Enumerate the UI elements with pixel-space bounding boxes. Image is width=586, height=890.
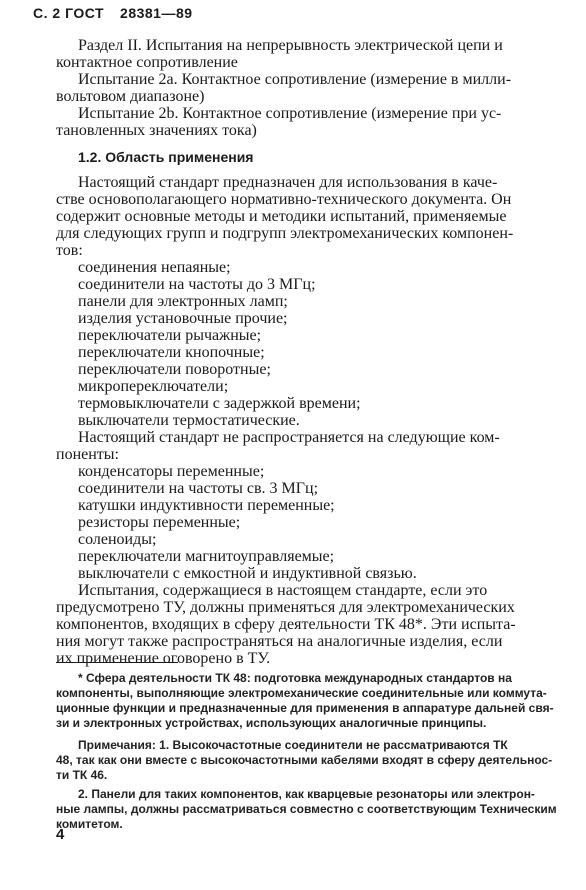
- footnote-line: компоненты, выполняющие электромеханические соединительные или коммута-: [56, 686, 547, 700]
- footnote-separator: [56, 662, 178, 663]
- list-item: соединения непаяные;: [78, 259, 231, 276]
- list-item: переключатели поворотные;: [78, 361, 271, 378]
- body-line: Испытание 2b. Контактное сопротивление (измерение при ус-: [78, 105, 502, 122]
- body-line: Раздел II. Испытания на непрерывность электрической цепи и: [78, 37, 503, 54]
- footnote-line: ционные функции и предназначенные для применения в аппаратуре дальней свя-: [56, 701, 554, 715]
- note-line: 48, так как они вместе с высокочастотными кабелями входят в сферу деятельнос-: [56, 753, 553, 767]
- footnote-line: зи и электронных устройствах, использующих аналогичные принципы.: [56, 716, 487, 730]
- list-item: выключатели термостатические.: [78, 412, 300, 429]
- footnote-line: * Сфера деятельности ТК 48: подготовка международных стандартов на: [78, 671, 512, 685]
- list-item: панели для электронных ламп;: [78, 293, 288, 310]
- header-standard-number: 28381—89: [120, 5, 193, 21]
- list-item: переключатели магнитоуправляемые;: [78, 548, 335, 565]
- page-number: 4: [56, 826, 65, 843]
- body-line: компонентов, входящих в сферу деятельности ТК 48*. Эти испыта-: [56, 616, 516, 633]
- note-line: Примечания: 1. Высокочастотные соединители не рассматриваются ТК: [78, 738, 508, 752]
- note-line: ти ТК 46.: [56, 768, 108, 782]
- body-line: ния могут также распространяться на аналогичные изделия, если: [56, 633, 503, 650]
- list-item: соленоиды;: [78, 531, 157, 548]
- list-item: изделия установочные прочие;: [78, 310, 288, 327]
- body-line: предусмотрено ТУ, должны применяться для электромеханических: [56, 599, 515, 616]
- body-line: тов:: [56, 242, 83, 259]
- note-line: ные лампы, должны рассматриваться совместно с соответствующим Техническим: [56, 802, 557, 816]
- body-line: Настоящий стандарт предназначен для использования в каче-: [78, 174, 498, 191]
- list-item: переключатели рычажные;: [78, 327, 262, 344]
- body-line: для следующих групп и подгрупп электромеханических компонен-: [56, 225, 514, 242]
- list-item: термовыключатели с задержкой времени;: [78, 395, 361, 412]
- body-line: Испытание 2а. Контактное сопротивление (измерение в милли-: [78, 71, 512, 88]
- page-header: [33, 5, 193, 21]
- body-line: их применение оговорено в ТУ.: [56, 650, 271, 667]
- body-line: стве основополагающего нормативно-технического документа. Он: [56, 191, 512, 208]
- list-item: катушки индуктивности переменные;: [78, 497, 335, 514]
- body-line: тановленных значениях тока): [56, 122, 257, 139]
- list-item: резисторы переменные;: [78, 514, 241, 531]
- list-item: соединители на частоты св. 3 МГц;: [78, 480, 319, 497]
- note-line: 2. Панели для таких компонентов, как кварцевые резонаторы или электрон-: [78, 787, 535, 801]
- body-line: Настоящий стандарт не распространяется на следующие ком-: [78, 429, 500, 446]
- section-heading: 1.2. Область применения: [78, 149, 254, 165]
- header-page-label: С. 2 ГОСТ: [33, 5, 105, 21]
- list-item: переключатели кнопочные;: [78, 344, 265, 361]
- body-line: Испытания, содержащиеся в настоящем стандарте, если это: [78, 582, 488, 599]
- body-line: поненты:: [56, 446, 119, 463]
- body-line: вольтовом диапазоне): [56, 88, 205, 105]
- body-line: содержит основные методы и методики испытаний, применяемые: [56, 208, 507, 225]
- list-item: выключатели с емкостной и индуктивной связью.: [78, 565, 417, 582]
- body-line: контактное сопротивление: [56, 54, 238, 71]
- list-item: конденсаторы переменные;: [78, 463, 265, 480]
- note-line: комитетом.: [56, 817, 123, 831]
- list-item: микропереключатели;: [78, 378, 229, 395]
- list-item: соединители на частоты до 3 МГц;: [78, 276, 316, 293]
